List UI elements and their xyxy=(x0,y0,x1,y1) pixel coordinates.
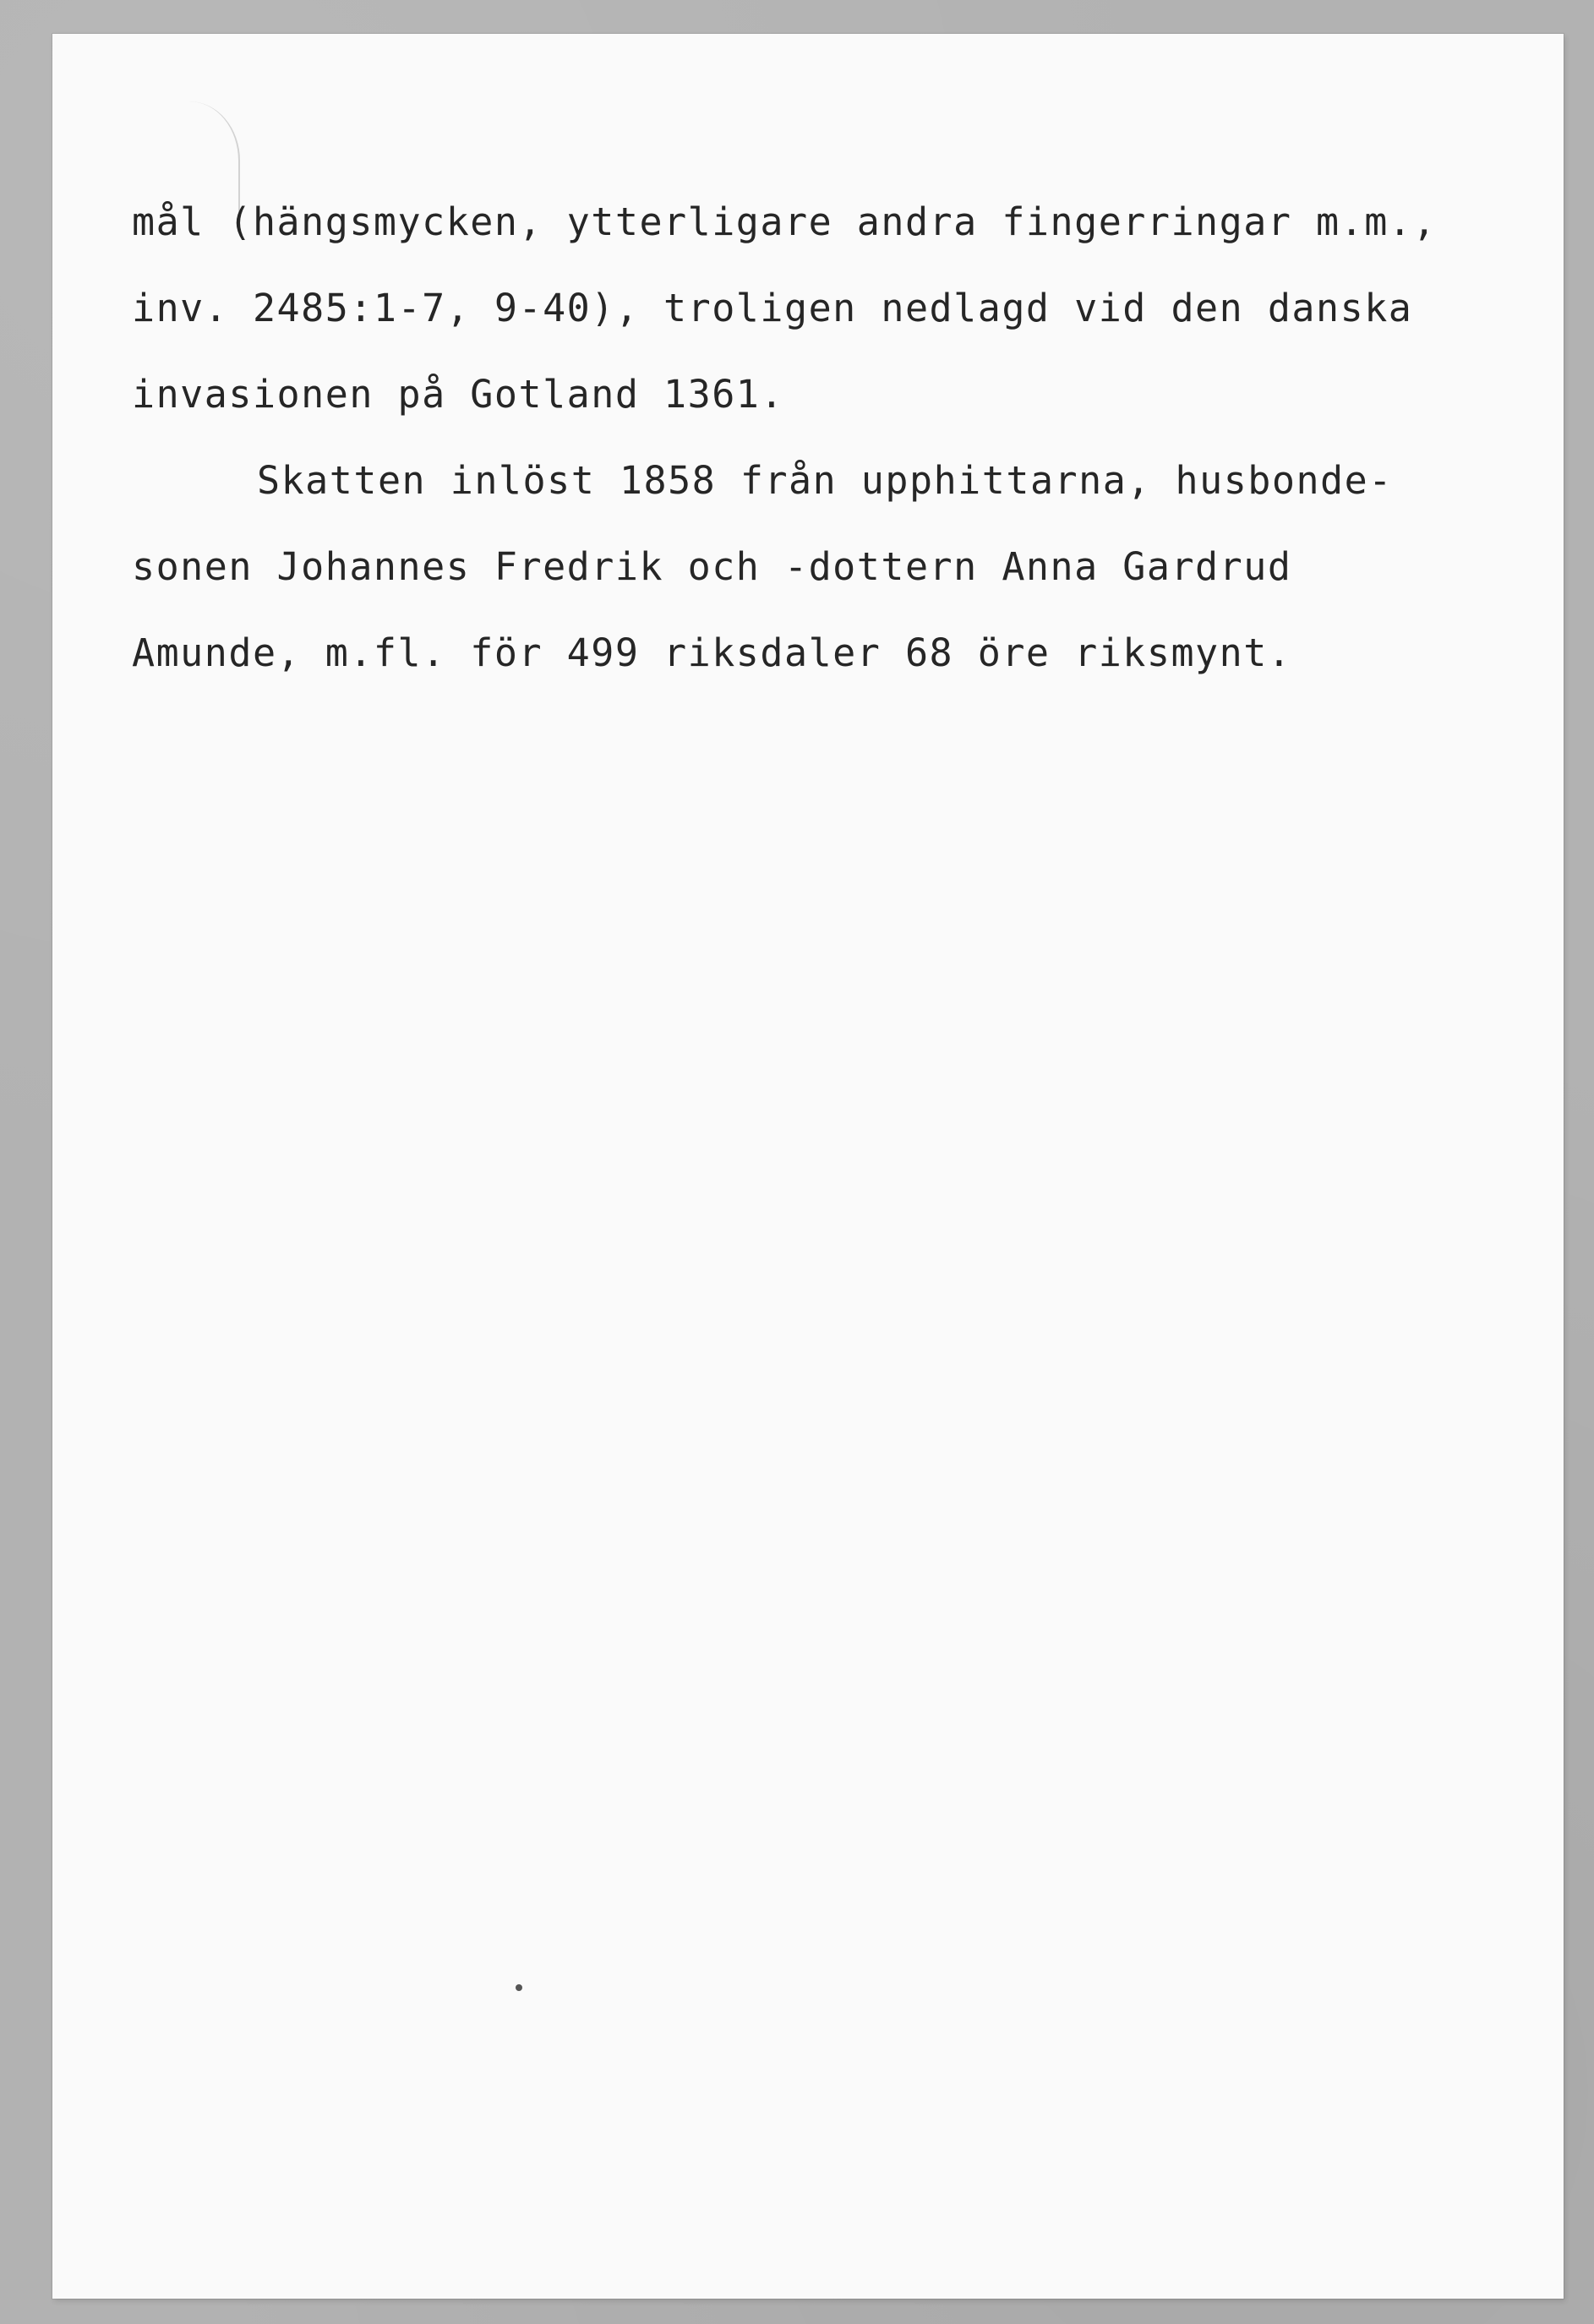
ink-speck xyxy=(516,1984,522,1991)
paragraph-2-line-2: sonen Johannes Fredrik och -dottern Anna Gardrud xyxy=(132,544,1292,589)
text-line-2: inv. 2485:1-7, 9-40), troligen nedlagd vid den danska xyxy=(132,286,1413,330)
paragraph-2-line-1: Skatten inlöst 1858 från upphittarna, husbonde- xyxy=(257,458,1393,503)
text-line-1: mål (hängsmycken, ytterligare andra fingerringar m.m., xyxy=(132,199,1437,244)
typewritten-text xyxy=(132,179,1569,696)
paragraph-2-line-3: Amunde, m.fl. för 499 riksdaler 68 öre riksmynt. xyxy=(132,630,1292,675)
text-line-3: invasionen på Gotland 1361. xyxy=(132,372,784,417)
